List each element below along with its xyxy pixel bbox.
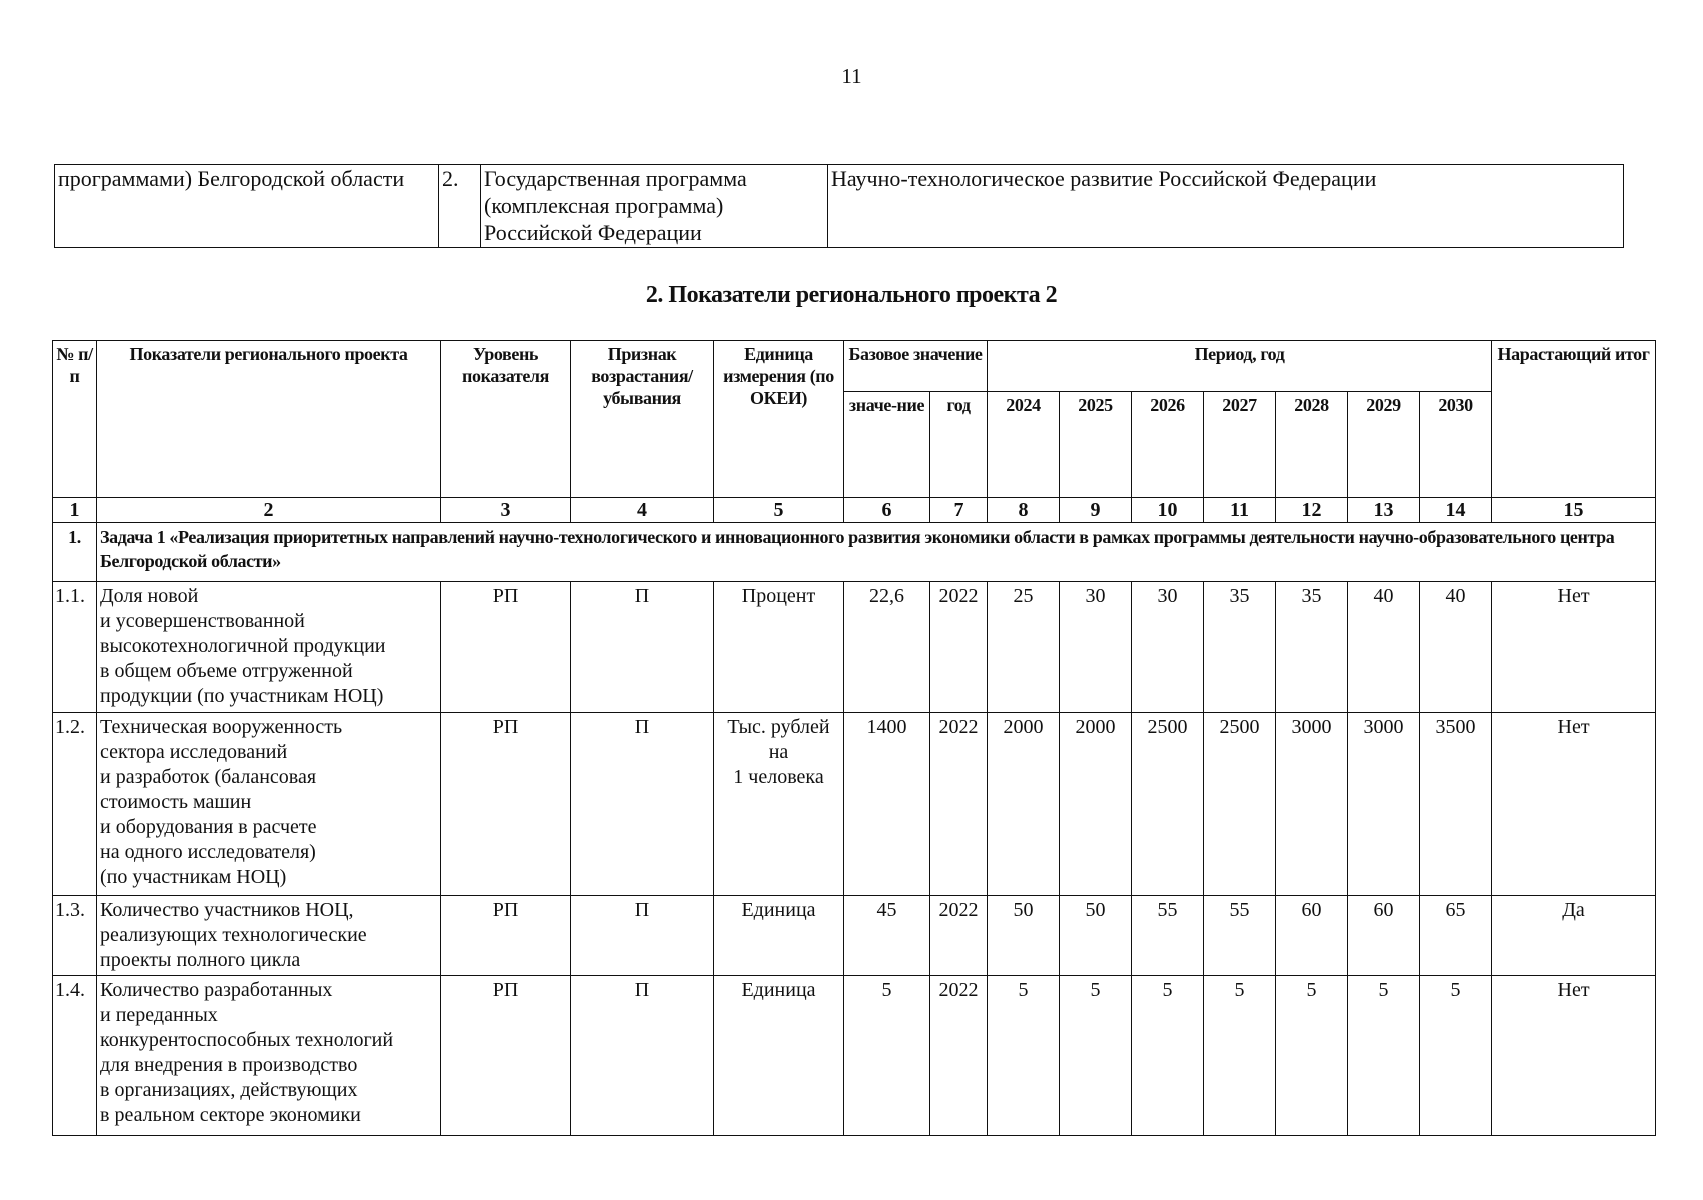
header-indicator: Показатели регионального проекта: [97, 341, 441, 498]
column-numbers-row: [53, 498, 1656, 523]
header-year: 2025: [1060, 392, 1132, 498]
indicator-unit-line: 1 человека: [733, 766, 824, 788]
indicator-year-value: 60: [1348, 896, 1420, 976]
indicator-name-line: Техническая вооруженность: [100, 716, 343, 738]
indicator-year-value: 5: [1276, 976, 1348, 1136]
header-year: 2029: [1348, 392, 1420, 498]
column-number: 8: [988, 498, 1060, 523]
indicator-year-value: 60: [1276, 896, 1348, 976]
program-cell-region: программами) Белгородской области: [55, 165, 439, 248]
indicator-base-value: 22,6: [844, 582, 930, 713]
indicator-year-value: 3000: [1348, 713, 1420, 896]
indicator-sign: П: [571, 896, 714, 976]
indicator-name-line: продукции (по участникам НОЦ): [100, 685, 384, 707]
indicator-level: РП: [441, 896, 571, 976]
indicator-year-value: 40: [1420, 582, 1492, 713]
indicator-base-year: 2022: [930, 896, 988, 976]
indicator-row: [53, 976, 1656, 1136]
indicator-unit: [714, 582, 844, 713]
indicator-name: [97, 976, 441, 1136]
indicator-name-line: (по участникам НОЦ): [100, 866, 287, 888]
indicator-name-line: в организациях, действующих: [100, 1079, 358, 1101]
indicator-level: РП: [441, 976, 571, 1136]
indicator-year-value: 50: [1060, 896, 1132, 976]
task-number: 1.: [53, 523, 97, 582]
indicator-year-value: 55: [1204, 896, 1276, 976]
indicator-year-value: 30: [1132, 582, 1204, 713]
column-number: 4: [571, 498, 714, 523]
indicator-year-value: 55: [1132, 896, 1204, 976]
indicator-number: 1.3.: [53, 896, 97, 976]
header-base-year: год: [930, 392, 988, 498]
indicator-level: РП: [441, 582, 571, 713]
indicator-sign: П: [571, 713, 714, 896]
column-number: 14: [1420, 498, 1492, 523]
indicator-name-line: реализующих технологические: [100, 924, 367, 946]
header-cumulative: Нарастающий итог: [1492, 341, 1656, 498]
indicator-name-line: Количество участников НОЦ,: [100, 899, 354, 921]
indicator-sign: П: [571, 976, 714, 1136]
header-num: № п/п: [53, 341, 97, 498]
indicator-year-value: 35: [1276, 582, 1348, 713]
indicator-base-year: 2022: [930, 976, 988, 1136]
column-number: 7: [930, 498, 988, 523]
indicator-name: [97, 896, 441, 976]
indicator-year-value: 3500: [1420, 713, 1492, 896]
indicator-sign: П: [571, 582, 714, 713]
indicator-unit-line: Тыс. рублей: [727, 716, 830, 738]
program-cell-number: 2.: [439, 165, 481, 248]
indicator-unit-line: Единица: [741, 979, 816, 1001]
column-number: 10: [1132, 498, 1204, 523]
indicator-unit: [714, 896, 844, 976]
indicator-unit-line: на: [768, 741, 789, 763]
indicator-unit: [714, 713, 844, 896]
indicator-base-value: 45: [844, 896, 930, 976]
indicator-year-value: 5: [1204, 976, 1276, 1136]
indicator-name-line: для внедрения в производство: [100, 1054, 358, 1076]
indicator-base-value: 5: [844, 976, 930, 1136]
indicator-year-value: 5: [1348, 976, 1420, 1136]
header-year: 2026: [1132, 392, 1204, 498]
indicator-year-value: 50: [988, 896, 1060, 976]
header-year: 2024: [988, 392, 1060, 498]
program-cell-name: Научно-технологическое развитие Российской Федерации: [828, 165, 1624, 248]
indicator-year-value: 3000: [1276, 713, 1348, 896]
indicator-name-line: и разработок (балансовая: [100, 766, 317, 788]
program-table: [54, 164, 1624, 248]
indicator-year-value: 5: [1420, 976, 1492, 1136]
indicator-name-line: и усовершенствованной: [100, 610, 305, 632]
indicator-cumulative: Нет: [1492, 582, 1656, 713]
program-row: [55, 165, 1624, 248]
indicator-number: 1.2.: [53, 713, 97, 896]
indicator-row: [53, 896, 1656, 976]
indicator-name-line: в реальном секторе экономики: [100, 1104, 361, 1126]
indicators-table: [52, 340, 1656, 1136]
column-number: 5: [714, 498, 844, 523]
task-title: Задача 1 «Реализация приоритетных направлений научно-технологического и инновационного развития экономики области в рамках программы деятельности научно-образовательного центра Белгородской области»: [97, 523, 1656, 582]
header-year: 2027: [1204, 392, 1276, 498]
header-row-1: [53, 341, 1656, 392]
indicator-unit-line: Единица: [741, 899, 816, 921]
header-level: Уровень показателя: [441, 341, 571, 498]
task-row: [53, 523, 1656, 582]
indicator-year-value: 2500: [1204, 713, 1276, 896]
indicator-unit-line: Процент: [741, 585, 816, 607]
indicator-year-value: 5: [988, 976, 1060, 1136]
indicator-name-line: сектора исследований: [100, 741, 288, 763]
column-number: 1: [53, 498, 97, 523]
header-period: Период, год: [988, 341, 1492, 392]
indicator-year-value: 35: [1204, 582, 1276, 713]
indicator-year-value: 30: [1060, 582, 1132, 713]
column-number: 6: [844, 498, 930, 523]
indicator-unit: [714, 976, 844, 1136]
indicator-row: [53, 713, 1656, 896]
indicator-name-line: высокотехнологичной продукции: [100, 635, 386, 657]
indicator-cumulative: Нет: [1492, 713, 1656, 896]
indicator-year-value: 2000: [1060, 713, 1132, 896]
indicator-rows: [53, 582, 1656, 1136]
indicator-name-line: проекты полного цикла: [100, 949, 301, 971]
column-number: 9: [1060, 498, 1132, 523]
indicator-year-value: 5: [1132, 976, 1204, 1136]
indicator-base-year: 2022: [930, 582, 988, 713]
indicator-year-value: 40: [1348, 582, 1420, 713]
indicator-year-value: 2500: [1132, 713, 1204, 896]
program-cell-type: Государственная программа (комплексная программа) Российской Федерации: [481, 165, 828, 248]
indicator-number: 1.4.: [53, 976, 97, 1136]
indicator-cumulative: Да: [1492, 896, 1656, 976]
column-number: 15: [1492, 498, 1656, 523]
header-base-value: значе-ние: [844, 392, 930, 498]
indicator-year-value: 25: [988, 582, 1060, 713]
column-number: 12: [1276, 498, 1348, 523]
indicator-row: [53, 582, 1656, 713]
indicator-base-value: 1400: [844, 713, 930, 896]
indicator-name-line: стоимость машин: [100, 791, 252, 813]
indicator-base-year: 2022: [930, 713, 988, 896]
indicator-name-line: на одного исследователя): [100, 841, 316, 863]
indicator-number: 1.1.: [53, 582, 97, 713]
indicator-name-line: Доля новой: [100, 585, 199, 607]
header-year: 2030: [1420, 392, 1492, 498]
indicator-name-line: и оборудования в расчете: [100, 816, 317, 838]
indicator-name: [97, 582, 441, 713]
indicator-level: РП: [441, 713, 571, 896]
indicator-year-value: 2000: [988, 713, 1060, 896]
column-number: 2: [97, 498, 441, 523]
header-year: 2028: [1276, 392, 1348, 498]
column-number: 13: [1348, 498, 1420, 523]
header-base: Базовое значение: [844, 341, 988, 392]
indicator-name-line: в общем объеме отгруженной: [100, 660, 353, 682]
header-sign: Признак возрастания/ убывания: [571, 341, 714, 498]
page-number: 11: [841, 64, 862, 88]
indicator-name-line: Количество разработанных: [100, 979, 333, 1001]
indicator-cumulative: Нет: [1492, 976, 1656, 1136]
section-title: 2. Показатели регионального проекта 2: [645, 282, 1058, 308]
indicator-year-value: 65: [1420, 896, 1492, 976]
indicator-name-line: конкурентоспособных технологий: [100, 1029, 394, 1051]
indicator-name: [97, 713, 441, 896]
indicator-year-value: 5: [1060, 976, 1132, 1136]
column-number: 3: [441, 498, 571, 523]
column-number: 11: [1204, 498, 1276, 523]
indicator-name-line: и переданных: [100, 1004, 218, 1026]
header-unit: Единица измерения (по ОКЕИ): [714, 341, 844, 498]
